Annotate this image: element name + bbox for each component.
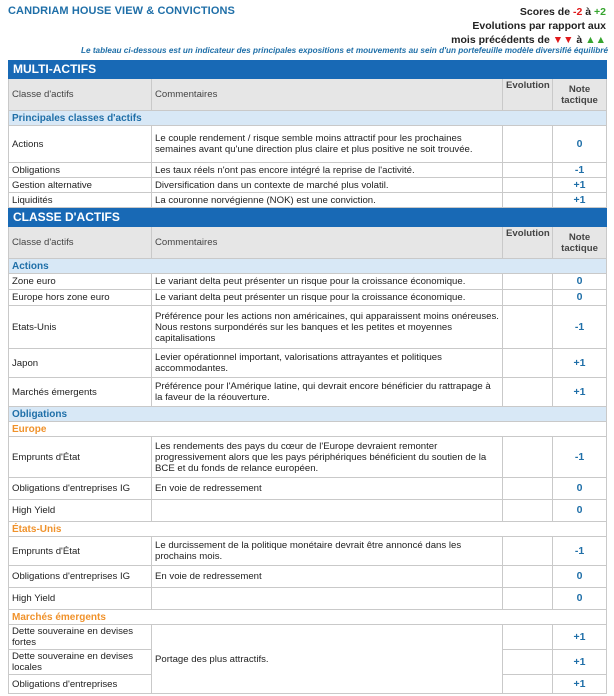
asset-class-name: Etats-Unis xyxy=(9,306,152,349)
asset-class-name: Gestion alternative xyxy=(9,178,152,193)
legend-line2: Evolutions par rapport aux xyxy=(472,20,606,32)
tactical-score: +1 xyxy=(553,675,607,694)
tactical-score: -1 xyxy=(553,163,607,178)
table-row xyxy=(9,378,607,407)
legend-prefix: Scores de xyxy=(519,6,573,18)
col-header-evolution: Evolution xyxy=(503,79,553,111)
evolution-cell xyxy=(503,178,553,193)
evolution-cell xyxy=(503,349,553,378)
legend-line3: mois précédents de xyxy=(451,34,553,46)
evolution-cell xyxy=(503,306,553,349)
evolution-cell xyxy=(503,126,553,163)
comment-cell: Le variant delta peut présenter un risque pour la croissance économique. xyxy=(152,274,503,290)
section-principales: Principales classes d'actifs xyxy=(9,111,607,126)
legend-mid: à xyxy=(582,6,595,18)
table-row xyxy=(9,349,607,378)
comment-cell: Le couple rendement / risque semble moins attractif pour les prochaines semaines avant qu'une direction plus claire et plus positive ne soit trouvée. xyxy=(152,126,503,163)
evolution-cell xyxy=(503,378,553,407)
table-row xyxy=(9,588,607,610)
asset-class-name: Obligations d'entreprises IG xyxy=(9,478,152,500)
table-row xyxy=(9,566,607,588)
tactical-score: 0 xyxy=(553,478,607,500)
asset-class-name: Emprunts d'État xyxy=(9,537,152,566)
band-classe-actifs: CLASSE D'ACTIFS xyxy=(9,209,607,227)
col-header-comment: Commentaires xyxy=(152,227,503,259)
comment-cell: Le variant delta peut présenter un risque pour la croissance économique. xyxy=(152,290,503,306)
col-header-tactical: Note tactique xyxy=(553,227,607,259)
page-title: CANDRIAM HOUSE VIEW & CONVICTIONS xyxy=(8,5,235,17)
asset-class-name: High Yield xyxy=(9,588,152,610)
tactical-score: 0 xyxy=(553,588,607,610)
asset-class-name: Dette souveraine en devises fortes xyxy=(9,625,152,650)
col-header-comment: Commentaires xyxy=(152,79,503,111)
legend-line3-mid: à xyxy=(573,34,586,46)
asset-class-name: Obligations d'entreprises xyxy=(9,675,152,694)
comment-cell: En voie de redressement xyxy=(152,566,503,588)
evolution-cell xyxy=(503,537,553,566)
legend-max: +2 xyxy=(594,6,606,18)
tactical-score: +1 xyxy=(553,650,607,675)
asset-class-table xyxy=(8,208,607,694)
subsection-marches-emergents: Marchés émergents xyxy=(9,610,607,625)
tactical-score: -1 xyxy=(553,306,607,349)
comment-cell: Préférence pour l'Amérique latine, qui devrait encore bénéficier du rattrapage à la faveur de la réouverture. xyxy=(152,378,503,407)
asset-class-name: Actions xyxy=(9,126,152,163)
tactical-score: 0 xyxy=(553,290,607,306)
tactical-score: 0 xyxy=(553,126,607,163)
comment-cell: En voie de redressement xyxy=(152,478,503,500)
multi-asset-table xyxy=(8,60,607,208)
comment-cell: Portage des plus attractifs. xyxy=(152,625,503,694)
col-header-evolution: Evolution xyxy=(503,227,553,259)
table-row xyxy=(9,178,607,193)
up-arrows-icon: ▲▲ xyxy=(585,34,606,46)
asset-class-name: Liquidités xyxy=(9,193,152,208)
evolution-cell xyxy=(503,566,553,588)
convictions-sheet xyxy=(8,60,606,694)
tactical-score: +1 xyxy=(553,178,607,193)
tactical-score: 0 xyxy=(553,566,607,588)
evolution-cell xyxy=(503,290,553,306)
table-row xyxy=(9,163,607,178)
legend-min: -2 xyxy=(572,6,583,18)
tactical-score: -1 xyxy=(553,537,607,566)
comment-cell: Diversification dans un contexte de marché plus volatil. xyxy=(152,178,503,193)
section-actions: Actions xyxy=(9,259,607,274)
comment-cell: Levier opérationnel important, valorisations attrayantes et politiques accommodantes. xyxy=(152,349,503,378)
evolution-cell xyxy=(503,625,553,650)
evolution-cell xyxy=(503,437,553,478)
tactical-score: +1 xyxy=(553,193,607,208)
table-subtitle: Le tableau ci-dessous est un indicateur des principales expositions et mouvements au sein d'un portefeuille modèle diversifié équilibré xyxy=(81,46,608,55)
evolution-cell xyxy=(503,274,553,290)
table-row xyxy=(9,500,607,522)
asset-class-name: High Yield xyxy=(9,500,152,522)
subsection-etats-unis: États-Unis xyxy=(9,522,607,537)
asset-class-name: Emprunts d'État xyxy=(9,437,152,478)
asset-class-name: Zone euro xyxy=(9,274,152,290)
band-multi-actifs: MULTI-ACTIFS xyxy=(9,61,607,79)
tactical-score: +1 xyxy=(553,349,607,378)
comment-cell xyxy=(152,588,503,610)
table-row xyxy=(9,625,607,650)
comment-cell: Les taux réels n'ont pas encore intégré la reprise de l'activité. xyxy=(152,163,503,178)
evolution-cell xyxy=(503,675,553,694)
asset-class-name: Obligations d'entreprises IG xyxy=(9,566,152,588)
comment-cell: Le durcissement de la politique monétaire devrait être annoncé dans les prochains mois. xyxy=(152,537,503,566)
asset-class-name: Japon xyxy=(9,349,152,378)
table-row xyxy=(9,478,607,500)
table-row xyxy=(9,126,607,163)
evolution-cell xyxy=(503,193,553,208)
table-row xyxy=(9,193,607,208)
evolution-cell xyxy=(503,500,553,522)
evolution-cell xyxy=(503,588,553,610)
col-header-tactical: Note tactique xyxy=(553,79,607,111)
comment-cell: Préférence pour les actions non américaines, qui apparaissent moins onéreuses. Nous restons surpondérés sur les banques et les petites et moyennes capitalisations xyxy=(152,306,503,349)
down-arrows-icon: ▼▼ xyxy=(552,34,574,46)
evolution-cell xyxy=(503,163,553,178)
tactical-score: -1 xyxy=(553,437,607,478)
table-row xyxy=(9,437,607,478)
section-obligations: Obligations xyxy=(9,407,607,422)
asset-class-name: Obligations xyxy=(9,163,152,178)
evolution-cell xyxy=(503,478,553,500)
asset-class-name: Dette souveraine en devises locales xyxy=(9,650,152,675)
table-row xyxy=(9,537,607,566)
tactical-score: +1 xyxy=(553,378,607,407)
col-header-class: Classe d'actifs xyxy=(9,79,152,111)
subsection-europe: Europe xyxy=(9,422,607,437)
score-legend xyxy=(451,5,606,47)
asset-class-name: Europe hors zone euro xyxy=(9,290,152,306)
comment-cell: Les rendements des pays du cœur de l'Europe devraient remonter progressivement alors que les pays périphériques bénéficient du soutien de la BCE et du fonds de relance européen. xyxy=(152,437,503,478)
comment-cell xyxy=(152,500,503,522)
table-row xyxy=(9,306,607,349)
table-row xyxy=(9,290,607,306)
tactical-score: 0 xyxy=(553,500,607,522)
table-row xyxy=(9,274,607,290)
tactical-score: +1 xyxy=(553,625,607,650)
comment-cell: La couronne norvégienne (NOK) est une conviction. xyxy=(152,193,503,208)
evolution-cell xyxy=(503,650,553,675)
tactical-score: 0 xyxy=(553,274,607,290)
col-header-class: Classe d'actifs xyxy=(9,227,152,259)
asset-class-name: Marchés émergents xyxy=(9,378,152,407)
